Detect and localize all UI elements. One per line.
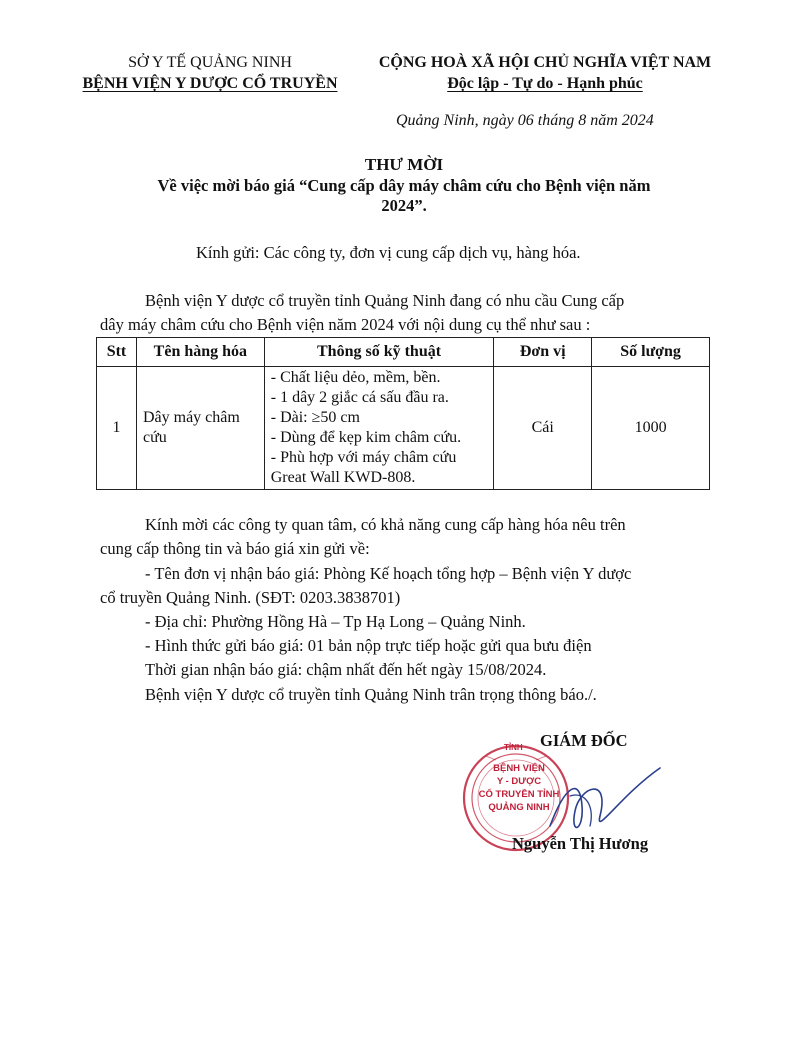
country-name: CỘNG HOÀ XÃ HỘI CHỦ NGHĨA VIỆT NAM: [378, 54, 712, 71]
stamp-line: BỆNH VIỆN: [493, 763, 545, 774]
col-header-stt: Stt: [97, 338, 137, 367]
doc-subtitle-line2: 2024”.: [381, 196, 427, 215]
col-header-specs: Thông số kỹ thuật: [264, 338, 494, 367]
signer-name: Nguyễn Thị Hương: [512, 834, 649, 853]
spec-line: - Dài: ≥50 cm: [270, 409, 360, 426]
recv-unit-line2: cổ truyền Quảng Ninh. (SĐT: 0203.3838701): [100, 588, 401, 607]
spec-line: - Dùng để kẹp kim châm cứu.: [270, 429, 462, 446]
national-header: [360, 52, 730, 94]
invite-line1: Kính mời các công ty quan tâm, có khả năng cung cấp hàng hóa nêu trên: [145, 515, 626, 534]
motto: Độc lập - Tự do - Hạnh phúc: [447, 75, 643, 92]
spec-table: [96, 337, 710, 490]
cell-stt: 1: [97, 367, 137, 490]
cell-quantity: 1000: [592, 367, 710, 490]
deadline-line: Thời gian nhận báo giá: chậm nhất đến hết ngày 15/08/2024.: [145, 660, 547, 679]
stamp-line: QUẢNG NINH: [488, 802, 550, 813]
spec-line: - Phù hợp với máy châm cứu Great Wall KWD-808.: [270, 449, 457, 486]
org-parent: SỞ Y TẾ QUẢNG NINH: [128, 54, 292, 71]
table-header-row: [97, 338, 710, 367]
doc-title: THƯ MỜI: [364, 155, 444, 174]
org-name: BỆNH VIỆN Y DƯỢC CỔ TRUYỀN: [82, 75, 338, 92]
stamp-line: Y - DƯỢC: [496, 776, 542, 787]
recv-unit-line1: - Tên đơn vị nhận báo giá: Phòng Kế hoạch tổng hợp – Bệnh viện Y dược: [145, 564, 632, 583]
col-header-name: Tên hàng hóa: [136, 338, 264, 367]
stamp-ring-text: TỈNH: [504, 743, 523, 752]
doc-date: Quảng Ninh, ngày 06 tháng 8 năm 2024: [396, 112, 654, 129]
method-line: - Hình thức gửi báo giá: 01 bản nộp trực tiếp hoặc gửi qua bưu điện: [145, 636, 592, 655]
recipient: Kính gửi: Các công ty, đơn vị cung cấp dịch vụ, hàng hóa.: [196, 243, 581, 262]
cell-specs: [264, 367, 494, 490]
doc-subtitle: [0, 176, 808, 216]
closing-line: Bệnh viện Y dược cổ truyền tỉnh Quảng Ninh trân trọng thông báo./.: [145, 685, 597, 704]
spec-line: - 1 dây 2 giắc cá sấu đầu ra.: [270, 389, 449, 406]
address-line: - Địa chỉ: Phường Hồng Hà – Tp Hạ Long – Quảng Ninh.: [145, 612, 526, 631]
table-row: [97, 367, 710, 490]
cell-unit: Cái: [494, 367, 592, 490]
intro-line1: Bệnh viện Y dược cổ truyền tỉnh Quảng Ninh đang có nhu cầu Cung cấp: [145, 291, 625, 310]
signature-scribble-icon: [540, 756, 680, 846]
invite-line2: cung cấp thông tin và báo giá xin gửi về:: [100, 539, 370, 558]
stamp-line: CỔ TRUYỀN TỈNH: [478, 789, 560, 800]
signer-position: GIÁM ĐỐC: [540, 731, 628, 750]
col-header-quantity: Số lượng: [592, 338, 710, 367]
org-header: [60, 52, 360, 94]
doc-subtitle-line1: Về việc mời báo giá “Cung cấp dây máy châm cứu cho Bệnh viện năm: [157, 176, 651, 195]
col-header-unit: Đơn vị: [494, 338, 592, 367]
cell-name: Dây máy châm cứu: [136, 367, 264, 490]
spec-line: - Chất liệu dẻo, mềm, bền.: [270, 369, 441, 386]
intro-line2: dây máy châm cứu cho Bệnh viện năm 2024 với nội dung cụ thể như sau :: [100, 315, 591, 334]
